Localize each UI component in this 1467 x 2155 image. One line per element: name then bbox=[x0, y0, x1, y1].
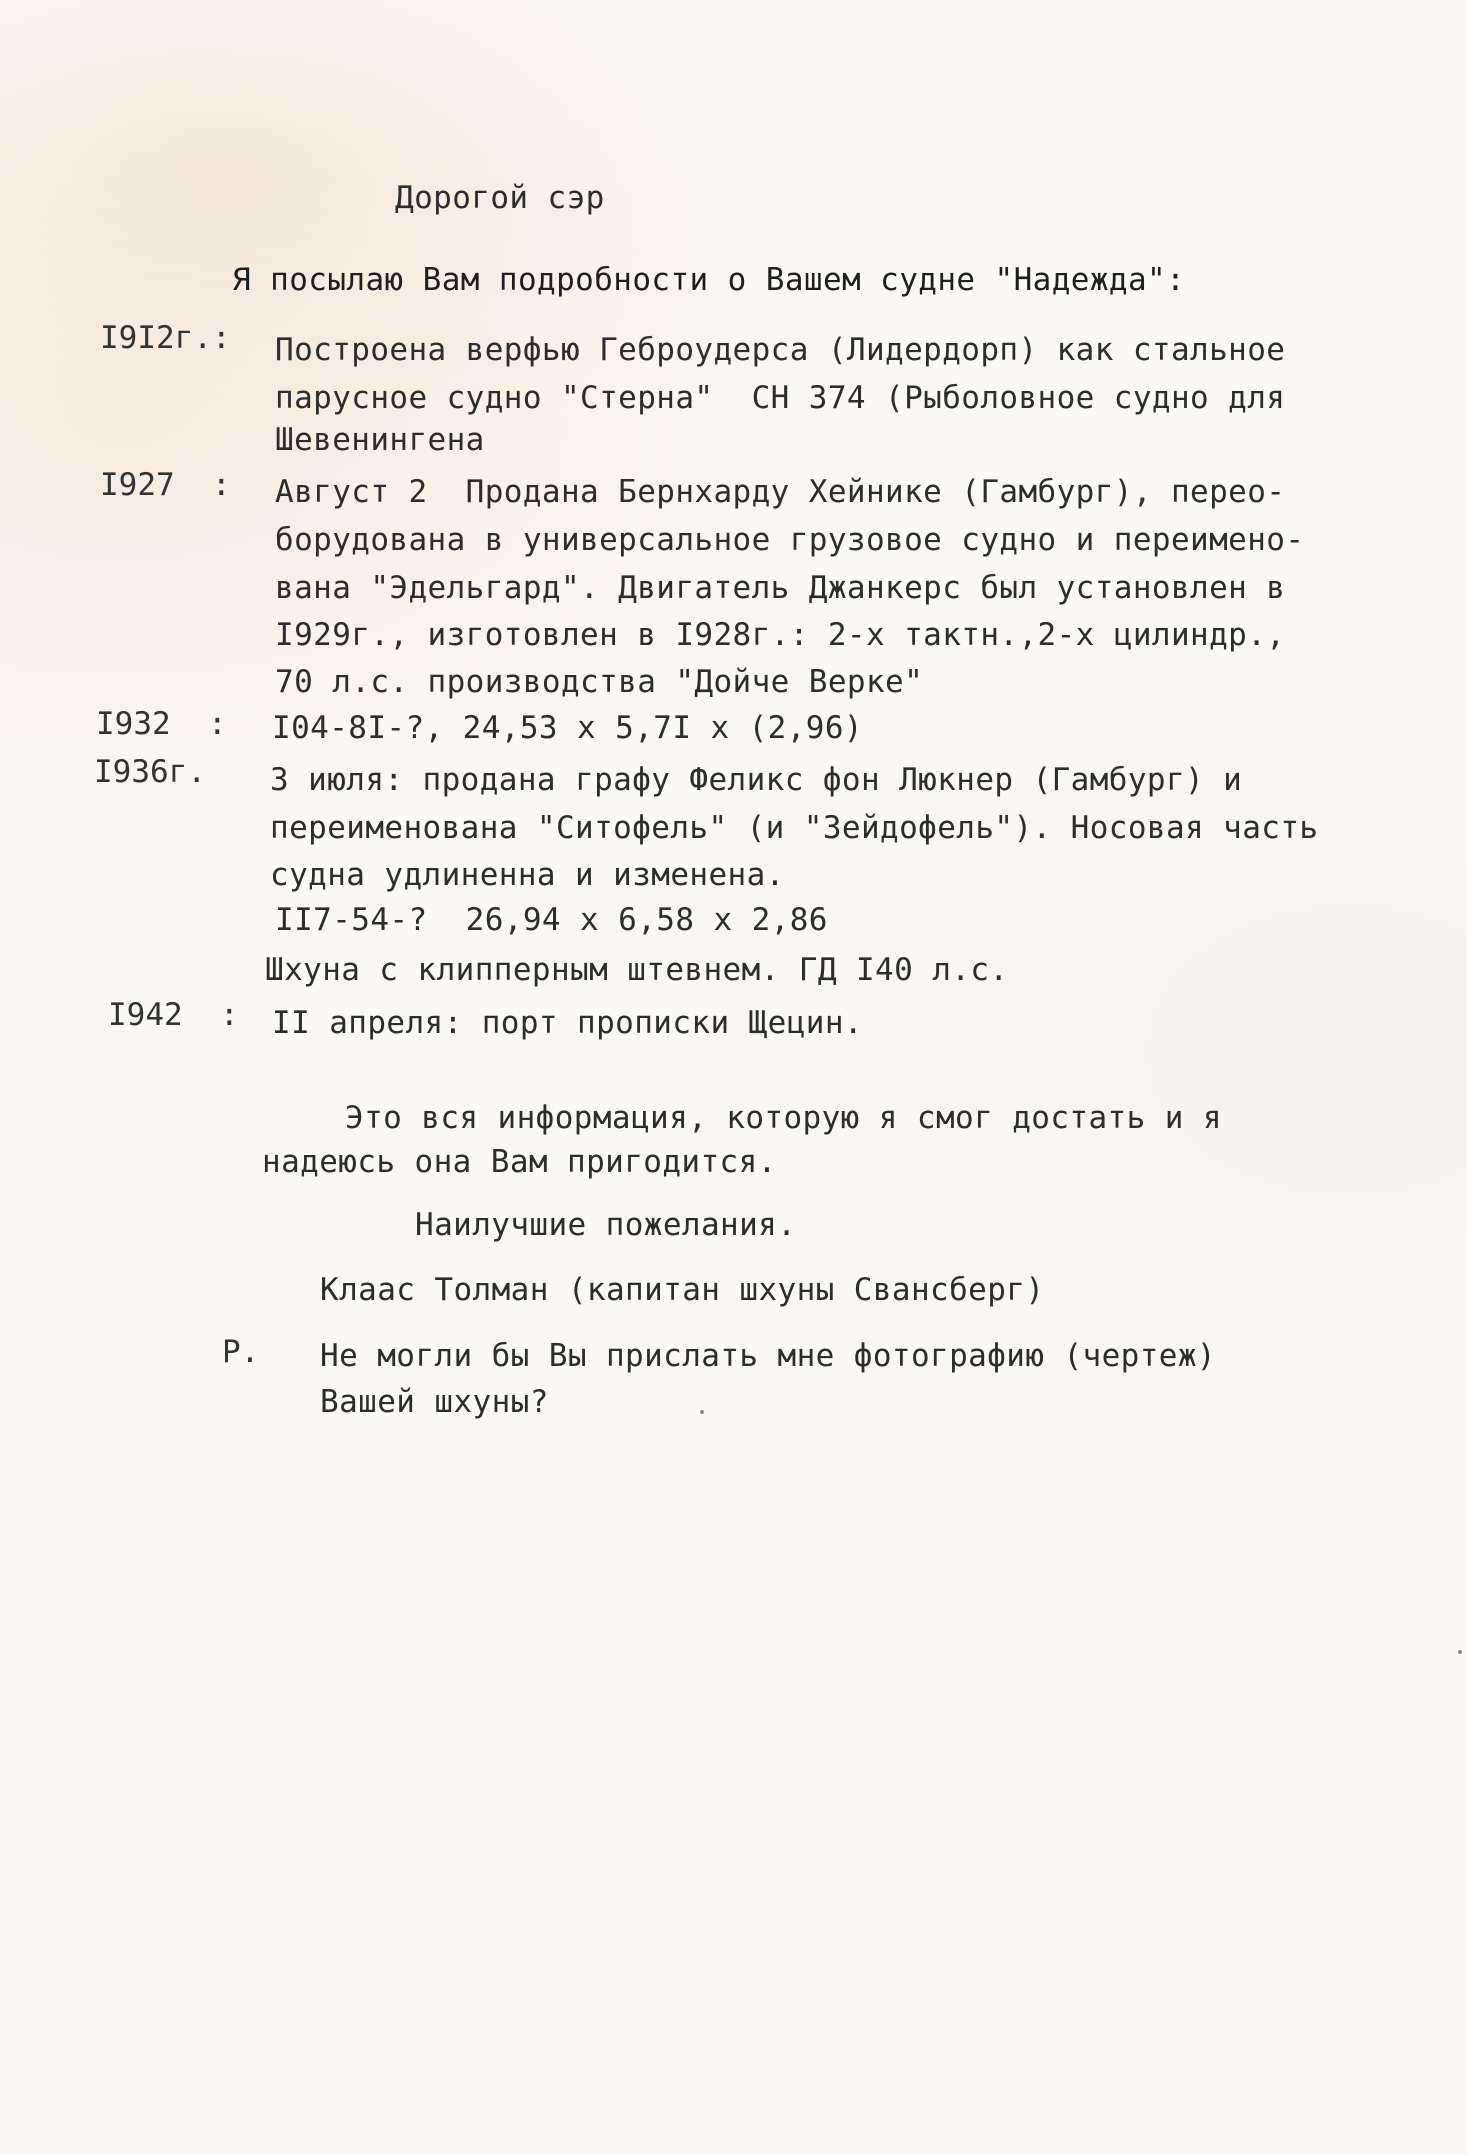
paper-speck bbox=[1458, 1650, 1462, 1654]
regards: Наилучшие пожелания. bbox=[415, 1207, 797, 1243]
signature: Клаас Толман (капитан шхуны Свансберг) bbox=[320, 1272, 1045, 1308]
entry-line: 3 июля: продана графу Феликс фон Люкнер (Гамбург) и bbox=[270, 762, 1243, 798]
entry-line: вана "Эдельгард". Двигатель Джанкерс был установлен в bbox=[275, 570, 1286, 606]
entry-year: I942 : bbox=[108, 997, 239, 1033]
closing-line: Это вся информация, которую я смог достать и я bbox=[345, 1100, 1222, 1136]
intro-line: Я посылаю Вам подробности о Вашем судне "Надежда": bbox=[232, 262, 1186, 298]
entry-line: Август 2 Продана Бернхарду Хейнике (Гамбург), перео- bbox=[275, 474, 1286, 510]
postscript-line: Не могли бы Вы прислать мне фотографию (чертеж) bbox=[320, 1338, 1216, 1374]
entry-line: Построена верфью Геброудерса (Лидердорп) как стальное bbox=[275, 332, 1286, 368]
salutation: Дорогой сэр bbox=[395, 180, 605, 216]
entry-line: борудована в универсальное грузовое судно и переимено- bbox=[275, 522, 1305, 558]
entry-line: II апреля: порт прописки Щецин. bbox=[272, 1005, 863, 1041]
entry-line: Шевенингена bbox=[275, 422, 485, 458]
postscript-label: P. bbox=[222, 1334, 260, 1370]
entry-line: I04-8I-?, 24,53 x 5,7I x (2,96) bbox=[272, 710, 863, 746]
entry-line: II7-54-? 26,94 x 6,58 x 2,86 bbox=[275, 902, 828, 938]
entry-line: переименована "Ситофель" (и "Зейдофель"). Носовая часть bbox=[270, 810, 1319, 846]
entry-year: I932 : bbox=[96, 706, 227, 742]
closing-line: надеюсь она Вам пригодится. bbox=[262, 1144, 777, 1180]
entry-line: судна удлиненна и изменена. bbox=[270, 857, 785, 893]
entry-year: I936г. bbox=[94, 754, 206, 790]
entry-year: I9I2г.: bbox=[100, 320, 231, 356]
paper-speck bbox=[700, 1410, 704, 1414]
postscript-line: Вашей шхуны? bbox=[320, 1384, 549, 1420]
entry-line: I929г., изготовлен в I928г.: 2-х тактн.,2-х цилиндр., bbox=[275, 617, 1286, 653]
entry-line: парусное судно "Стерна" СН 374 (Рыболовное судно для bbox=[275, 380, 1286, 416]
entry-line: Шхуна с клипперным штевнем. ГД I40 л.с. bbox=[265, 952, 1009, 988]
entry-line: 70 л.с. производства "Дойче Верке" bbox=[275, 664, 924, 700]
entry-year: I927 : bbox=[100, 467, 231, 503]
